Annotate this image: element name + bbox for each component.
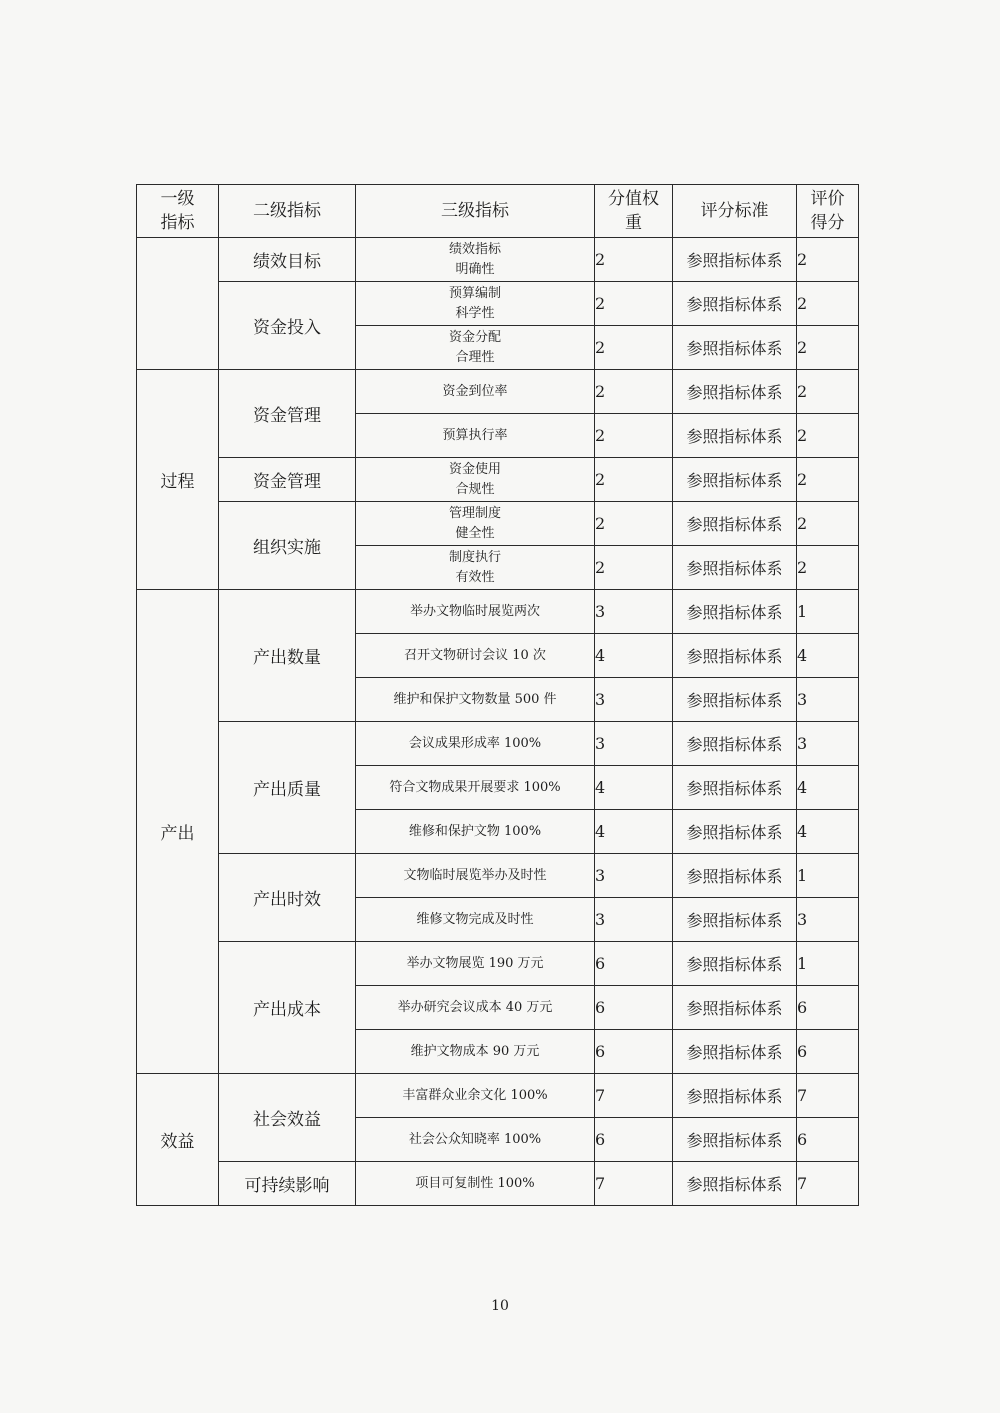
score-cell: 2: [797, 326, 859, 370]
level1-cell: 过程: [137, 370, 219, 590]
criterion-cell: 参照指标体系: [673, 414, 797, 458]
criterion-cell: 参照指标体系: [673, 766, 797, 810]
score-cell: 6: [797, 986, 859, 1030]
weight-cell: 2: [595, 370, 673, 414]
criterion-cell: 参照指标体系: [673, 370, 797, 414]
criterion-cell: 参照指标体系: [673, 1162, 797, 1206]
weight-cell: 3: [595, 854, 673, 898]
level2-cell: 产出数量: [219, 590, 356, 722]
weight-cell: 7: [595, 1162, 673, 1206]
criterion-cell: 参照指标体系: [673, 458, 797, 502]
weight-cell: 4: [595, 766, 673, 810]
weight-cell: 2: [595, 326, 673, 370]
table-row: [137, 502, 859, 546]
weight-cell: 3: [595, 898, 673, 942]
weight-cell: 2: [595, 502, 673, 546]
level3-cell: 项目可复制性 100%: [356, 1162, 595, 1206]
level1-cell: 产出: [137, 590, 219, 1074]
header-weight: 分值权 重: [595, 185, 673, 238]
table-row: [137, 722, 859, 766]
score-cell: 6: [797, 1118, 859, 1162]
score-cell: 7: [797, 1162, 859, 1206]
level3-cell: 资金分配 合理性: [356, 326, 595, 370]
level3-cell: 召开文物研讨会议 10 次: [356, 634, 595, 678]
table-row: [137, 370, 859, 414]
criterion-cell: 参照指标体系: [673, 326, 797, 370]
level2-cell: 资金管理: [219, 458, 356, 502]
level3-cell: 社会公众知晓率 100%: [356, 1118, 595, 1162]
level3-cell: 绩效指标 明确性: [356, 238, 595, 282]
score-cell: 3: [797, 722, 859, 766]
weight-cell: 7: [595, 1074, 673, 1118]
level3-cell: 文物临时展览举办及时性: [356, 854, 595, 898]
level3-cell: 维修和保护文物 100%: [356, 810, 595, 854]
criterion-cell: 参照指标体系: [673, 942, 797, 986]
table-row: [137, 854, 859, 898]
score-cell: 1: [797, 854, 859, 898]
criterion-cell: 参照指标体系: [673, 502, 797, 546]
criterion-cell: 参照指标体系: [673, 634, 797, 678]
level3-cell: 维修文物完成及时性: [356, 898, 595, 942]
weight-cell: 2: [595, 546, 673, 590]
weight-cell: 3: [595, 590, 673, 634]
criterion-cell: 参照指标体系: [673, 1030, 797, 1074]
score-cell: 7: [797, 1074, 859, 1118]
table-row: [137, 590, 859, 634]
table-row: [137, 942, 859, 986]
level2-cell: 产出成本: [219, 942, 356, 1074]
score-cell: 4: [797, 810, 859, 854]
header-level3: 三级指标: [356, 185, 595, 238]
criterion-cell: 参照指标体系: [673, 986, 797, 1030]
header-level1: 一级 指标: [137, 185, 219, 238]
weight-cell: 4: [595, 810, 673, 854]
level2-cell: 产出质量: [219, 722, 356, 854]
level3-cell: 资金使用 合规性: [356, 458, 595, 502]
weight-cell: 6: [595, 1030, 673, 1074]
criterion-cell: 参照指标体系: [673, 238, 797, 282]
criterion-cell: 参照指标体系: [673, 590, 797, 634]
level2-cell: 资金投入: [219, 282, 356, 370]
criterion-cell: 参照指标体系: [673, 678, 797, 722]
score-cell: 2: [797, 370, 859, 414]
weight-cell: 2: [595, 458, 673, 502]
level2-cell: 可持续影响: [219, 1162, 356, 1206]
score-cell: 4: [797, 634, 859, 678]
header-score: 评价 得分: [797, 185, 859, 238]
level3-cell: 预算执行率: [356, 414, 595, 458]
header-row: [137, 185, 859, 238]
score-cell: 4: [797, 766, 859, 810]
weight-cell: 2: [595, 282, 673, 326]
level3-cell: 符合文物成果开展要求 100%: [356, 766, 595, 810]
table-row: [137, 238, 859, 282]
level2-cell: 绩效目标: [219, 238, 356, 282]
weight-cell: 2: [595, 238, 673, 282]
header-criterion: 评分标准: [673, 185, 797, 238]
criterion-cell: 参照指标体系: [673, 282, 797, 326]
level2-cell: 产出时效: [219, 854, 356, 942]
score-cell: 3: [797, 898, 859, 942]
score-cell: 2: [797, 238, 859, 282]
level2-cell: 社会效益: [219, 1074, 356, 1162]
criterion-cell: 参照指标体系: [673, 722, 797, 766]
criterion-cell: 参照指标体系: [673, 898, 797, 942]
criterion-cell: 参照指标体系: [673, 546, 797, 590]
table-row: [137, 1162, 859, 1206]
table-row: [137, 458, 859, 502]
table-row: [137, 1074, 859, 1118]
performance-evaluation-table: [136, 184, 859, 1206]
level3-cell: 预算编制 科学性: [356, 282, 595, 326]
weight-cell: 6: [595, 986, 673, 1030]
level3-cell: 管理制度 健全性: [356, 502, 595, 546]
weight-cell: 4: [595, 634, 673, 678]
score-cell: 2: [797, 282, 859, 326]
score-cell: 2: [797, 414, 859, 458]
level1-cell: 效益: [137, 1074, 219, 1206]
score-cell: 1: [797, 590, 859, 634]
page-number: 10: [491, 1298, 509, 1314]
criterion-cell: 参照指标体系: [673, 1074, 797, 1118]
score-cell: 2: [797, 458, 859, 502]
score-cell: 6: [797, 1030, 859, 1074]
level3-cell: 维护和保护文物数量 500 件: [356, 678, 595, 722]
criterion-cell: 参照指标体系: [673, 854, 797, 898]
level3-cell: 举办研究会议成本 40 万元: [356, 986, 595, 1030]
score-cell: 1: [797, 942, 859, 986]
level3-cell: 制度执行 有效性: [356, 546, 595, 590]
level2-cell: 组织实施: [219, 502, 356, 590]
weight-cell: 6: [595, 942, 673, 986]
level3-cell: 会议成果形成率 100%: [356, 722, 595, 766]
table-row: [137, 282, 859, 326]
score-cell: 2: [797, 546, 859, 590]
level2-cell: 资金管理: [219, 370, 356, 458]
weight-cell: 3: [595, 722, 673, 766]
weight-cell: 3: [595, 678, 673, 722]
level1-cell: [137, 238, 219, 370]
header-level2: 二级指标: [219, 185, 356, 238]
level3-cell: 举办文物展览 190 万元: [356, 942, 595, 986]
level3-cell: 丰富群众业余文化 100%: [356, 1074, 595, 1118]
criterion-cell: 参照指标体系: [673, 1118, 797, 1162]
level3-cell: 资金到位率: [356, 370, 595, 414]
level3-cell: 举办文物临时展览两次: [356, 590, 595, 634]
score-cell: 2: [797, 502, 859, 546]
criterion-cell: 参照指标体系: [673, 810, 797, 854]
score-cell: 3: [797, 678, 859, 722]
level3-cell: 维护文物成本 90 万元: [356, 1030, 595, 1074]
weight-cell: 6: [595, 1118, 673, 1162]
weight-cell: 2: [595, 414, 673, 458]
